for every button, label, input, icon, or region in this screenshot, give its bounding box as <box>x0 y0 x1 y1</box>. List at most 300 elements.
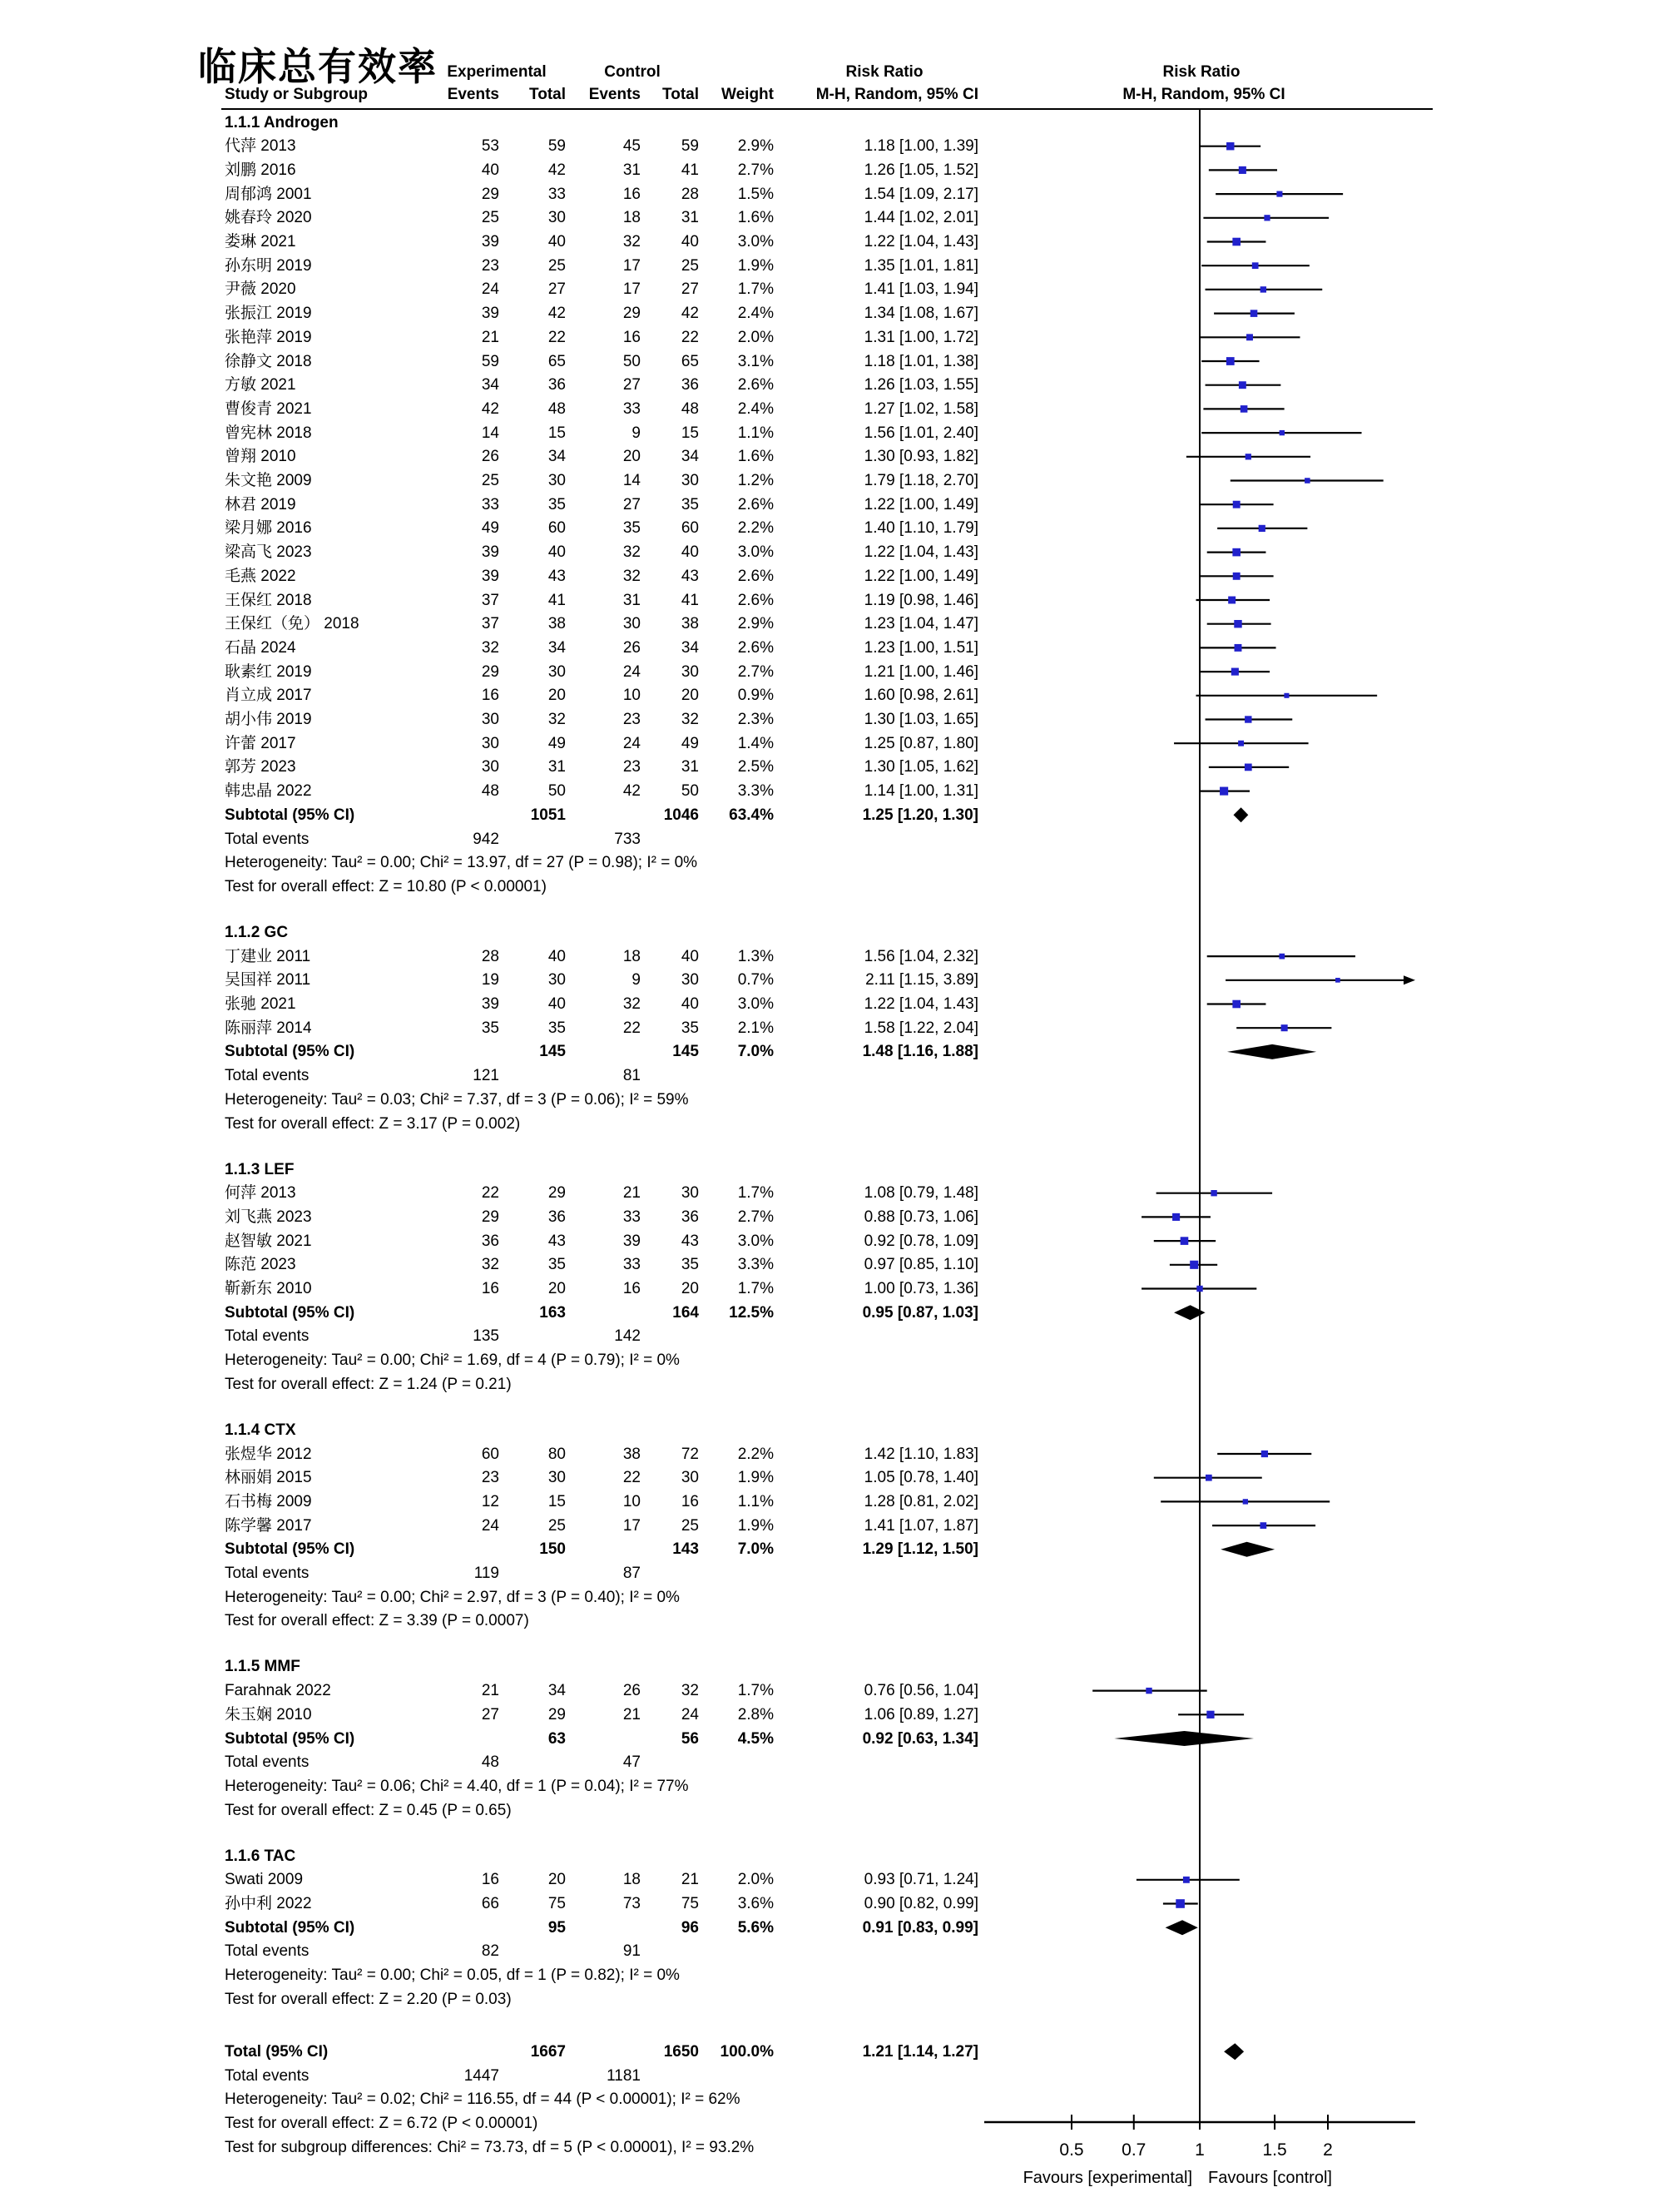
point-marker <box>1279 954 1285 960</box>
ci-arrow <box>1404 975 1415 984</box>
weight-value: 2.4% <box>737 399 774 418</box>
ctl-total: 40 <box>681 995 699 1013</box>
ctl-total: 41 <box>681 161 699 179</box>
study-name: 朱文艳 2009 <box>225 472 312 489</box>
pooled-label: Subtotal (95% CI) <box>225 1729 355 1748</box>
ctl-total: 28 <box>681 185 699 203</box>
exp-total: 27 <box>547 280 566 299</box>
study-name: 耿素红 2019 <box>225 662 312 681</box>
exp-events: 40 <box>481 161 499 179</box>
weight-value: 1.7% <box>737 1184 774 1203</box>
ctl-events: 32 <box>622 233 641 250</box>
ctl-events: 17 <box>622 1516 641 1535</box>
exp-events: 39 <box>481 995 499 1013</box>
study-name: 张振江 2019 <box>225 305 312 323</box>
study-name: 陈范 2023 <box>225 1256 296 1274</box>
risk-ratio-ci-text: 1.22 [1.04, 1.43] <box>864 543 978 562</box>
weight-value: 2.0% <box>737 328 774 346</box>
exp-total-events: 135 <box>473 1327 499 1346</box>
point-marker <box>1276 191 1282 197</box>
column-header-risk-ratio-plot: Risk Ratio <box>1162 63 1241 81</box>
ctl-events: 18 <box>622 209 641 227</box>
risk-ratio-ci-text: 1.40 [1.10, 1.79] <box>864 519 978 538</box>
weight-value: 1.7% <box>737 280 774 299</box>
subgroup-label: 1.1.2 GC <box>225 923 289 941</box>
point-marker <box>1235 644 1242 652</box>
study-name: 周郁鸿 2001 <box>225 185 312 203</box>
ctl-total: 1650 <box>663 2042 699 2061</box>
ctl-total: 30 <box>681 1184 699 1203</box>
ctl-total: 35 <box>681 1256 699 1274</box>
exp-total: 15 <box>547 424 566 442</box>
exp-total: 36 <box>547 376 566 394</box>
point-marker <box>1243 1499 1248 1504</box>
subgroup-label: 1.1.4 CTX <box>225 1421 296 1439</box>
weight-value: 2.9% <box>737 615 774 633</box>
ctl-total: 35 <box>681 495 699 513</box>
ctl-events: 38 <box>622 1445 641 1463</box>
study-name: 张煜华 2012 <box>225 1445 312 1463</box>
exp-events: 27 <box>481 1705 499 1723</box>
study-name: 姚春玲 2020 <box>225 209 312 227</box>
weight-value: 1.6% <box>737 209 774 227</box>
weight-value: 2.7% <box>737 1208 774 1226</box>
weight-value: 1.9% <box>737 1516 774 1535</box>
ctl-events: 18 <box>622 1871 641 1889</box>
study-name: 梁月娜 2016 <box>225 519 312 538</box>
axis-tick-label: 1 <box>1195 2140 1205 2160</box>
risk-ratio-ci-text: 1.44 [1.02, 2.01] <box>864 209 978 227</box>
exp-events: 26 <box>481 448 499 466</box>
exp-total: 20 <box>547 1871 566 1889</box>
exp-total-events: 48 <box>481 1753 499 1772</box>
exp-total: 34 <box>547 638 566 657</box>
ctl-events: 17 <box>622 256 641 275</box>
risk-ratio-ci-text: 1.56 [1.01, 2.40] <box>864 424 978 442</box>
ctl-total: 164 <box>672 1303 699 1322</box>
point-marker <box>1260 1522 1266 1529</box>
weight-value: 1.1% <box>737 1492 774 1510</box>
subgroup-label: 1.1.3 LEF <box>225 1160 295 1178</box>
exp-total: 20 <box>547 1280 566 1297</box>
exp-events: 29 <box>481 1208 499 1226</box>
stat-text: Test for overall effect: Z = 3.39 (P = 0.0007) <box>225 1612 529 1630</box>
weight-value: 3.3% <box>737 782 774 801</box>
subtotal-diamond <box>1114 1731 1254 1746</box>
ctl-total: 72 <box>681 1445 699 1463</box>
risk-ratio-ci-text: 1.26 [1.03, 1.55] <box>864 376 978 394</box>
weight-value: 3.0% <box>737 1232 774 1250</box>
ctl-total: 31 <box>681 209 699 227</box>
risk-ratio-ci-text: 1.25 [0.87, 1.80] <box>864 734 978 752</box>
ctl-events: 26 <box>622 1682 641 1700</box>
risk-ratio-ci-text: 1.25 [1.20, 1.30] <box>862 806 978 824</box>
study-name: 王保红（免） 2018 <box>225 615 359 633</box>
stat-text: Heterogeneity: Tau² = 0.00; Chi² = 1.69, df = 4 (P = 0.79); I² = 0% <box>225 1352 680 1370</box>
ctl-total-events: 142 <box>614 1327 641 1346</box>
ctl-events: 16 <box>622 185 641 203</box>
study-name: 徐静文 2018 <box>225 352 312 370</box>
ctl-total: 49 <box>681 734 699 752</box>
study-name: 林君 2019 <box>225 495 296 513</box>
point-marker <box>1246 454 1251 459</box>
weight-value: 2.7% <box>737 161 774 179</box>
ctl-total: 43 <box>681 1232 699 1250</box>
point-marker <box>1241 405 1248 413</box>
ctl-total: 96 <box>681 1918 699 1937</box>
ctl-total: 43 <box>681 567 699 585</box>
point-marker <box>1206 1475 1212 1481</box>
risk-ratio-ci-text: 1.26 [1.05, 1.52] <box>864 161 978 179</box>
exp-events: 29 <box>481 185 499 203</box>
exp-events: 28 <box>481 947 499 965</box>
stat-text: Test for overall effect: Z = 1.24 (P = 0.21) <box>225 1375 512 1393</box>
column-header-events-ctl: Events <box>588 86 641 103</box>
column-header-study: Study or Subgroup <box>225 86 369 103</box>
exp-total: 145 <box>539 1043 566 1061</box>
exp-total: 33 <box>547 185 566 203</box>
point-marker <box>1305 478 1310 484</box>
risk-ratio-ci-text: 1.29 [1.12, 1.50] <box>862 1540 978 1559</box>
weight-value: 2.2% <box>737 519 774 538</box>
subtotal-diamond <box>1166 1920 1198 1935</box>
ctl-total: 30 <box>681 662 699 681</box>
risk-ratio-ci-text: 1.05 [0.78, 1.40] <box>864 1469 978 1487</box>
ctl-events: 30 <box>622 615 641 633</box>
point-marker <box>1176 1899 1185 1908</box>
study-name: 吴国祥 2011 <box>225 971 311 989</box>
study-name: 孙中利 2022 <box>225 1895 312 1912</box>
exp-total: 42 <box>547 305 566 323</box>
weight-value: 2.6% <box>737 591 774 609</box>
exp-total: 34 <box>547 1682 566 1700</box>
exp-total: 35 <box>547 1019 566 1037</box>
risk-ratio-ci-text: 1.23 [1.04, 1.47] <box>864 615 978 633</box>
weight-value: 1.9% <box>737 1469 774 1487</box>
risk-ratio-ci-text: 1.60 [0.98, 2.61] <box>864 687 978 705</box>
exp-events: 36 <box>481 1232 499 1250</box>
ctl-total: 50 <box>681 782 699 801</box>
exp-events: 37 <box>481 615 499 633</box>
stat-text: Heterogeneity: Tau² = 0.02; Chi² = 116.55, df = 44 (P < 0.00001); I² = 62% <box>225 2090 740 2109</box>
ctl-total: 22 <box>681 328 699 346</box>
ctl-total: 31 <box>681 758 699 776</box>
weight-value: 1.3% <box>737 947 774 965</box>
point-marker <box>1246 334 1253 340</box>
ctl-total: 41 <box>681 591 699 609</box>
exp-events: 21 <box>481 328 499 346</box>
exp-total: 40 <box>547 995 566 1013</box>
exp-events: 35 <box>481 1019 499 1037</box>
exp-total: 40 <box>547 233 566 250</box>
weight-value: 2.2% <box>737 1445 774 1463</box>
ctl-total: 27 <box>681 280 699 299</box>
ctl-events: 31 <box>622 161 641 179</box>
exp-total: 30 <box>547 971 566 989</box>
exp-events: 16 <box>481 1280 499 1297</box>
ctl-events: 9 <box>631 971 641 989</box>
weight-value: 7.0% <box>737 1043 774 1061</box>
exp-total: 1667 <box>530 2042 566 2061</box>
ctl-events: 32 <box>622 567 641 585</box>
ctl-total: 36 <box>681 1208 699 1226</box>
exp-events: 16 <box>481 687 499 705</box>
risk-ratio-ci-text: 1.22 [1.04, 1.43] <box>864 233 978 250</box>
ctl-total: 21 <box>681 1871 699 1889</box>
ctl-events: 23 <box>622 758 641 776</box>
point-marker <box>1245 716 1251 722</box>
point-marker <box>1206 1711 1214 1719</box>
ctl-events: 27 <box>622 495 641 513</box>
study-name: 毛燕 2022 <box>225 567 296 585</box>
ctl-total: 1046 <box>663 806 699 824</box>
ctl-total: 25 <box>681 256 699 275</box>
exp-total: 25 <box>547 256 566 275</box>
study-name: 胡小伟 2019 <box>225 711 312 728</box>
exp-total: 50 <box>547 782 566 801</box>
ctl-total: 65 <box>681 352 699 370</box>
exp-total: 30 <box>547 662 566 681</box>
ctl-events: 33 <box>622 1208 641 1226</box>
risk-ratio-ci-text: 1.41 [1.07, 1.87] <box>864 1516 978 1535</box>
ctl-events: 18 <box>622 947 641 965</box>
exp-total: 31 <box>547 758 566 776</box>
ctl-total: 16 <box>681 1492 699 1510</box>
study-name: 赵智敏 2021 <box>225 1232 312 1250</box>
risk-ratio-ci-text: 1.08 [0.79, 1.48] <box>864 1184 978 1203</box>
exp-events: 37 <box>481 591 499 609</box>
point-marker <box>1245 764 1252 771</box>
exp-events: 30 <box>481 734 499 752</box>
total-events-label: Total events <box>225 1942 310 1961</box>
exp-events: 21 <box>481 1682 499 1700</box>
ctl-total: 48 <box>681 399 699 418</box>
weight-value: 0.7% <box>737 971 774 989</box>
exp-events: 59 <box>481 352 499 370</box>
ctl-total: 34 <box>681 448 699 466</box>
exp-total-events: 119 <box>473 1565 499 1582</box>
study-name: 何萍 2013 <box>225 1184 296 1203</box>
point-marker <box>1259 525 1265 532</box>
study-name: 曾宪林 2018 <box>225 424 312 442</box>
weight-value: 1.9% <box>737 256 774 275</box>
weight-value: 1.2% <box>737 472 774 489</box>
exp-total: 60 <box>547 519 566 538</box>
study-name: 梁高飞 2023 <box>225 543 312 562</box>
risk-ratio-ci-text: 1.30 [1.03, 1.65] <box>864 711 978 728</box>
column-header-risk-ratio-text: Risk Ratio <box>845 63 924 81</box>
ctl-events: 50 <box>622 352 641 370</box>
ctl-total: 30 <box>681 971 699 989</box>
risk-ratio-ci-text: 1.54 [1.09, 2.17] <box>864 185 978 203</box>
exp-events: 23 <box>481 1469 499 1487</box>
weight-value: 1.7% <box>737 1682 774 1700</box>
column-header-control: Control <box>604 63 661 81</box>
risk-ratio-ci-text: 1.18 [1.01, 1.38] <box>864 352 978 370</box>
risk-ratio-ci-text: 1.21 [1.00, 1.46] <box>864 662 978 681</box>
ctl-events: 23 <box>622 711 641 728</box>
ctl-total-events: 733 <box>614 830 641 848</box>
exp-events: 42 <box>481 399 499 418</box>
exp-events: 25 <box>481 209 499 227</box>
study-name: 石书梅 2009 <box>225 1492 312 1510</box>
study-name: 丁建业 2011 <box>225 947 311 965</box>
total-events-label: Total events <box>225 1565 310 1582</box>
weight-value: 2.6% <box>737 376 774 394</box>
point-marker <box>1196 1286 1202 1292</box>
exp-total: 25 <box>547 1516 566 1535</box>
ctl-total: 30 <box>681 472 699 489</box>
ctl-events: 32 <box>622 995 641 1013</box>
risk-ratio-ci-text: 1.30 [1.05, 1.62] <box>864 758 978 776</box>
exp-total: 29 <box>547 1705 566 1723</box>
ctl-total: 143 <box>672 1540 699 1559</box>
exp-events: 14 <box>481 424 499 442</box>
exp-events: 60 <box>481 1445 499 1463</box>
risk-ratio-ci-text: 1.21 [1.14, 1.27] <box>862 2042 978 2061</box>
total-events-label: Total events <box>225 1753 310 1772</box>
exp-events: 34 <box>481 376 499 394</box>
weight-value: 3.1% <box>737 352 774 370</box>
exp-events: 24 <box>481 280 499 299</box>
point-marker <box>1233 573 1241 580</box>
point-marker <box>1220 787 1228 796</box>
risk-ratio-ci-text: 0.95 [0.87, 1.03] <box>862 1303 978 1322</box>
ctl-total: 40 <box>681 233 699 250</box>
stat-text: Test for subgroup differences: Chi² = 73.73, df = 5 (P < 0.00001), I² = 93.2% <box>225 2138 755 2156</box>
ctl-total: 15 <box>681 424 699 442</box>
point-marker <box>1232 238 1241 246</box>
risk-ratio-ci-text: 1.22 [1.04, 1.43] <box>864 995 978 1013</box>
exp-total: 163 <box>539 1303 566 1322</box>
exp-events: 12 <box>481 1492 499 1510</box>
ctl-events: 9 <box>631 424 641 442</box>
study-name: 王保红 2018 <box>225 591 312 609</box>
exp-events: 19 <box>481 971 499 989</box>
exp-total: 150 <box>539 1540 566 1559</box>
risk-ratio-ci-text: 0.91 [0.83, 0.99] <box>862 1918 978 1937</box>
exp-events: 49 <box>481 519 499 538</box>
exp-events: 66 <box>481 1895 499 1912</box>
ctl-total: 32 <box>681 1682 699 1700</box>
weight-value: 12.5% <box>729 1303 774 1322</box>
risk-ratio-ci-text: 1.42 [1.10, 1.83] <box>864 1445 978 1463</box>
exp-events: 39 <box>481 233 499 250</box>
ctl-events: 22 <box>622 1019 641 1037</box>
pooled-label: Subtotal (95% CI) <box>225 1303 355 1322</box>
point-marker <box>1239 166 1246 174</box>
stat-text: Test for overall effect: Z = 0.45 (P = 0.65) <box>225 1801 512 1819</box>
risk-ratio-ci-text: 1.06 [0.89, 1.27] <box>864 1705 978 1723</box>
study-name: 孙东明 2019 <box>225 256 312 275</box>
weight-value: 3.6% <box>737 1895 774 1912</box>
risk-ratio-ci-text: 1.31 [1.00, 1.72] <box>864 328 978 346</box>
subtotal-diamond <box>1234 807 1249 822</box>
weight-value: 2.9% <box>737 137 774 156</box>
ctl-events: 21 <box>622 1705 641 1723</box>
risk-ratio-ci-text: 1.28 [0.81, 2.02] <box>864 1492 978 1510</box>
weight-value: 100.0% <box>720 2042 774 2061</box>
exp-total-events: 942 <box>473 830 499 848</box>
column-header-total-exp: Total <box>529 86 566 103</box>
exp-total: 63 <box>547 1729 566 1748</box>
weight-value: 0.9% <box>737 687 774 705</box>
total-diamond <box>1224 2043 1244 2060</box>
exp-events: 33 <box>481 495 499 513</box>
point-marker <box>1264 215 1270 221</box>
ctl-total: 42 <box>681 305 699 323</box>
total-events-label: Total events <box>225 2066 310 2085</box>
stat-text: Test for overall effect: Z = 2.20 (P = 0.03) <box>225 1990 512 2008</box>
weight-value: 3.0% <box>737 233 774 250</box>
ctl-events: 22 <box>622 1469 641 1487</box>
exp-events: 29 <box>481 662 499 681</box>
risk-ratio-ci-text: 1.14 [1.00, 1.31] <box>864 782 978 801</box>
weight-value: 1.6% <box>737 448 774 466</box>
study-name: Swati 2009 <box>225 1871 304 1889</box>
exp-total: 34 <box>547 448 566 466</box>
weight-value: 5.6% <box>737 1918 774 1937</box>
exp-total: 80 <box>547 1445 566 1463</box>
study-name: 陈丽萍 2014 <box>225 1019 312 1037</box>
point-marker <box>1261 1451 1268 1457</box>
study-name: 张驰 2021 <box>225 995 296 1013</box>
pooled-label: Subtotal (95% CI) <box>225 1540 355 1559</box>
study-name: 娄琳 2021 <box>225 233 296 250</box>
point-marker <box>1231 668 1239 676</box>
weight-value: 1.1% <box>737 424 774 442</box>
study-name: 曾翔 2010 <box>225 448 296 466</box>
point-marker <box>1238 741 1244 746</box>
weight-value: 3.0% <box>737 543 774 562</box>
weight-value: 1.7% <box>737 1280 774 1297</box>
study-name: 石晶 2024 <box>225 638 296 657</box>
ctl-events: 33 <box>622 399 641 418</box>
exp-total: 29 <box>547 1184 566 1203</box>
weight-value: 1.5% <box>737 185 774 203</box>
exp-total: 20 <box>547 687 566 705</box>
study-name: 林丽娟 2015 <box>225 1469 312 1487</box>
point-marker <box>1228 597 1236 604</box>
axis-tick-label: 1.5 <box>1262 2140 1287 2160</box>
ctl-events: 24 <box>622 734 641 752</box>
exp-total: 65 <box>547 352 566 370</box>
ctl-total: 60 <box>681 519 699 538</box>
favours-left-label: Favours [experimental] <box>1023 2169 1192 2187</box>
risk-ratio-ci-text: 1.34 [1.08, 1.67] <box>864 305 978 323</box>
risk-ratio-ci-text: 0.92 [0.78, 1.09] <box>864 1232 978 1250</box>
point-marker <box>1233 501 1241 508</box>
risk-ratio-ci-text: 0.90 [0.82, 0.99] <box>864 1895 978 1912</box>
weight-value: 2.0% <box>737 1871 774 1889</box>
weight-value: 2.7% <box>737 662 774 681</box>
weight-value: 2.6% <box>737 567 774 585</box>
ctl-events: 14 <box>622 472 641 489</box>
ctl-total: 38 <box>681 615 699 633</box>
exp-total: 22 <box>547 328 566 346</box>
subgroup-label: 1.1.1 Androgen <box>225 113 339 131</box>
exp-events: 48 <box>481 782 499 801</box>
exp-events: 39 <box>481 305 499 323</box>
risk-ratio-ci-text: 1.58 [1.22, 2.04] <box>864 1019 978 1037</box>
point-marker <box>1281 1024 1288 1031</box>
ctl-total: 40 <box>681 543 699 562</box>
study-name: Farahnak 2022 <box>225 1682 331 1700</box>
risk-ratio-ci-text: 0.88 [0.73, 1.06] <box>864 1208 978 1226</box>
subtotal-diamond <box>1221 1542 1275 1557</box>
subgroup-label: 1.1.5 MMF <box>225 1658 300 1676</box>
exp-total: 48 <box>547 399 566 418</box>
